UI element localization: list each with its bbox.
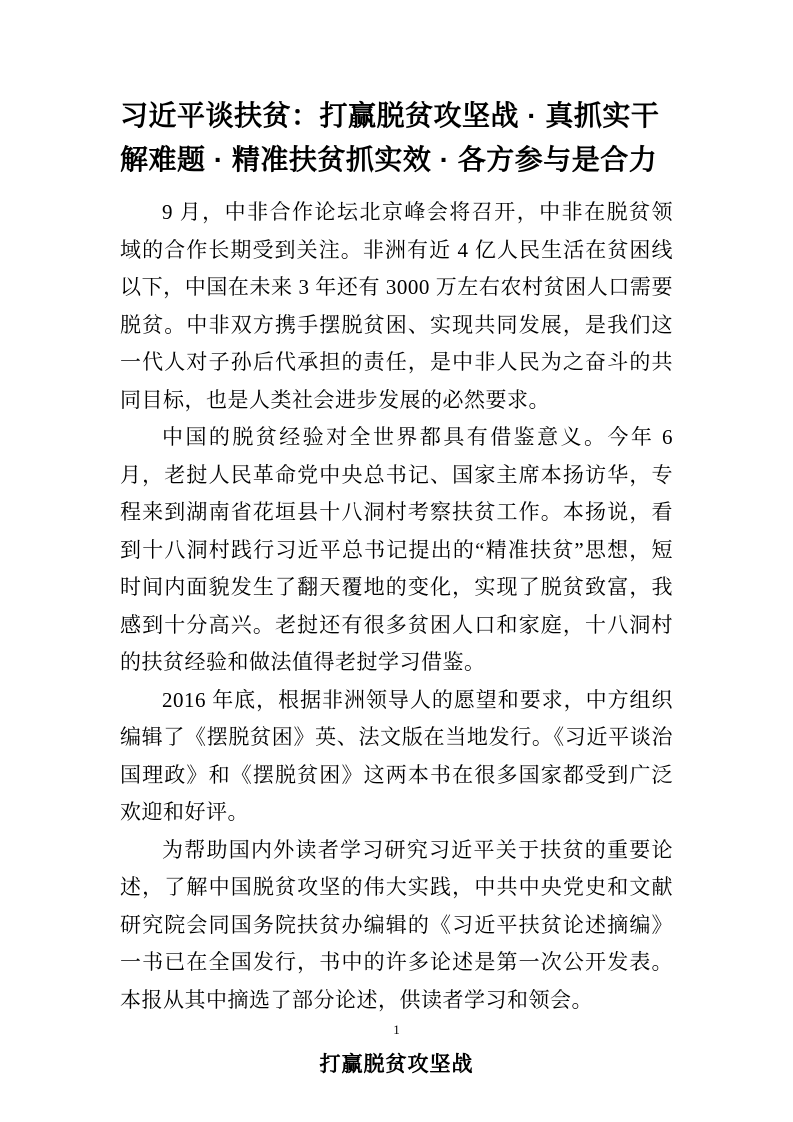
section-heading: 打赢脱贫攻坚战 (319, 1052, 474, 1076)
paragraph-intro-summit: 9 月，中非合作论坛北京峰会将召开，中非在脱贫领域的合作长期受到关注。非洲有近 4 亿人民生活在贫困线以下，中国在未来 3 年还有 3000 万左右农村贫困人口需要脱贫。中非双方携手摆脱贫困、实现共同发展，是我们这一代人对子孙后代承担的责任，是中非人民为之奋斗的共同目标，也是人类社会进步发展的必然要求。 (120, 200, 673, 412)
paragraph-china-experience: 中国的脱贫经验对全世界都具有借鉴意义。今年 6 月，老挝人民革命党中央总书记、国家主席本扬访华，专程来到湖南省花垣县十八洞村考察扶贫工作。本扬说，看到十八洞村践行习近平总书记提出的“精准扶贫”思想，短时间内面貌发生了翻天覆地的变化，实现了脱贫致富，我感到十分高兴。老挝还有很多贫困人口和家庭，十八洞村的扶贫经验和做法值得老挝学习借鉴。 (120, 425, 673, 674)
document-title: 习近平谈扶贫：打赢脱贫攻坚战 · 真抓实干解难题 · 精准扶贫抓实效 · 各方参与是合力 (120, 100, 660, 175)
document-body (120, 194, 673, 1019)
paragraph-books-published: 2016 年底，根据非洲领导人的愿望和要求，中方组织编辑了《摆脱贫困》英、法文版在当地发行。《习近平谈治国理政》和《摆脱贫困》这两本书在很多国家都受到广泛欢迎和好评。 (120, 687, 673, 824)
page-number: 1 (393, 1022, 400, 1037)
paragraph-excerpts-note: 为帮助国内外读者学习研究习近平关于扶贫的重要论述，了解中国脱贫攻坚的伟大实践，中共中央党史和文献研究院会同国务院扶贫办编辑的《习近平扶贫论述摘编》一书已在全国发行，书中的许多论述是第一次公开发表。本报从其中摘选了部分论述，供读者学习和领会。 (120, 837, 673, 1012)
